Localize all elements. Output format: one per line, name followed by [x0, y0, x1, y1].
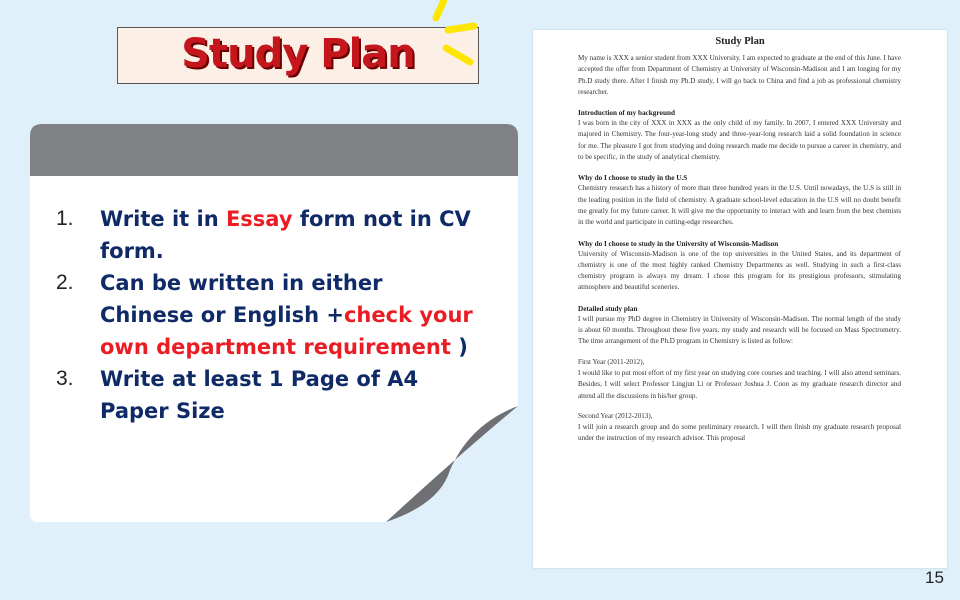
year-body: I will join a research group and do some preliminary research. I will then finish my graduate research proposal under the instruction of my research advisor. This proposal [578, 423, 901, 443]
point-text: Write at least 1 Page of A4 Paper Size [100, 367, 419, 423]
page-number: 15 [925, 568, 944, 587]
document-intro: My name is XXX a senior student from XXX University. I am expected to graduate at the end of this June. I have accepted the offer from Department of Chemistry at University of Wisconsin-Madison and I am longing for my Ph.D study there. After I finish my Ph.D study, I will go back to China and find a job as professional chemistry researcher. [578, 54, 901, 96]
spark-decoration-icon [430, 0, 490, 70]
point-text: Write it in [100, 207, 226, 231]
slide-title: Study Plan [181, 31, 415, 77]
document-body [578, 53, 901, 445]
point-number: 3. [56, 367, 74, 390]
point-item [52, 363, 482, 427]
points-list [52, 203, 482, 427]
section-heading: Why do I choose to study in the University of Wisconsin-Madison [578, 239, 779, 248]
slide-title-box [117, 27, 479, 84]
section-body: Chemistry research has a history of more than three hundred years in the U.S. Until nowadays, the U.S is still in the leading position in the field of chemistry. A graduate school-level education in the U.S will no doubt benefit me greatly for my future career. It will give me the opportunity to interact with and learn from the best chemists in the world and participate in cutting-edge researches. [578, 184, 901, 227]
sample-document [533, 30, 947, 568]
point-highlight: check your own department requirement [100, 303, 473, 359]
document-title: Study Plan [715, 36, 765, 47]
section-heading: Why do I choose to study in the U.S [578, 174, 688, 183]
point-number: 2. [56, 271, 74, 294]
point-highlight: Essay [225, 207, 293, 231]
section-body: I was born in the city of XXX in XXX as the only child of my family. In 2007, I entered XXX University and majored in Chemistry. The four-year-long study and three-year-long research laid a solid foundation in science for me. The pleasure I got from studying and doing research made me decide to pursue a career in chemistry, and to be specific, in the study of analytical chemistry. [578, 119, 901, 162]
point-item [52, 203, 482, 267]
point-text: form not in CV form. [100, 207, 471, 263]
point-item [52, 267, 482, 363]
section-body: University of Wisconsin-Madison is one of the top universities in the United States, and its department of chemistry is one of the most highly ranked Chemistry Departments as well. Studying in such a first-class chemistry program is always my dream. I chose this program for its prestigious professors, stimulating atmosphere and beautiful sceneries. [578, 249, 901, 292]
point-text: Can be written in either Chinese or English + [100, 271, 383, 327]
section-body: I will pursue my PhD degree in Chemistry in University of Wisconsin-Madison. The normal length of the study is about 60 months. Throughout these five years, my study and research will be focused on Mass Spectrometry. The time arrangement of the Ph.D program in Chemistry is listed as follow: [578, 314, 901, 346]
point-text: ) [450, 335, 468, 359]
section-heading: Introduction of my background [578, 109, 675, 118]
section-heading: Detailed study plan [578, 304, 638, 313]
year-body: I would like to put most effort of my first year on studying core courses and teaching. I will also attend seminars. Besides, I will select Professor Lingjun Li or Professor Joshua J. Coon as my graduate research director and attend all the discussions in his/her group. [578, 368, 901, 400]
point-number: 1. [56, 207, 74, 230]
year-heading: Second Year (2012-2013), [578, 411, 653, 420]
year-heading: First Year (2011-2012), [578, 357, 645, 366]
